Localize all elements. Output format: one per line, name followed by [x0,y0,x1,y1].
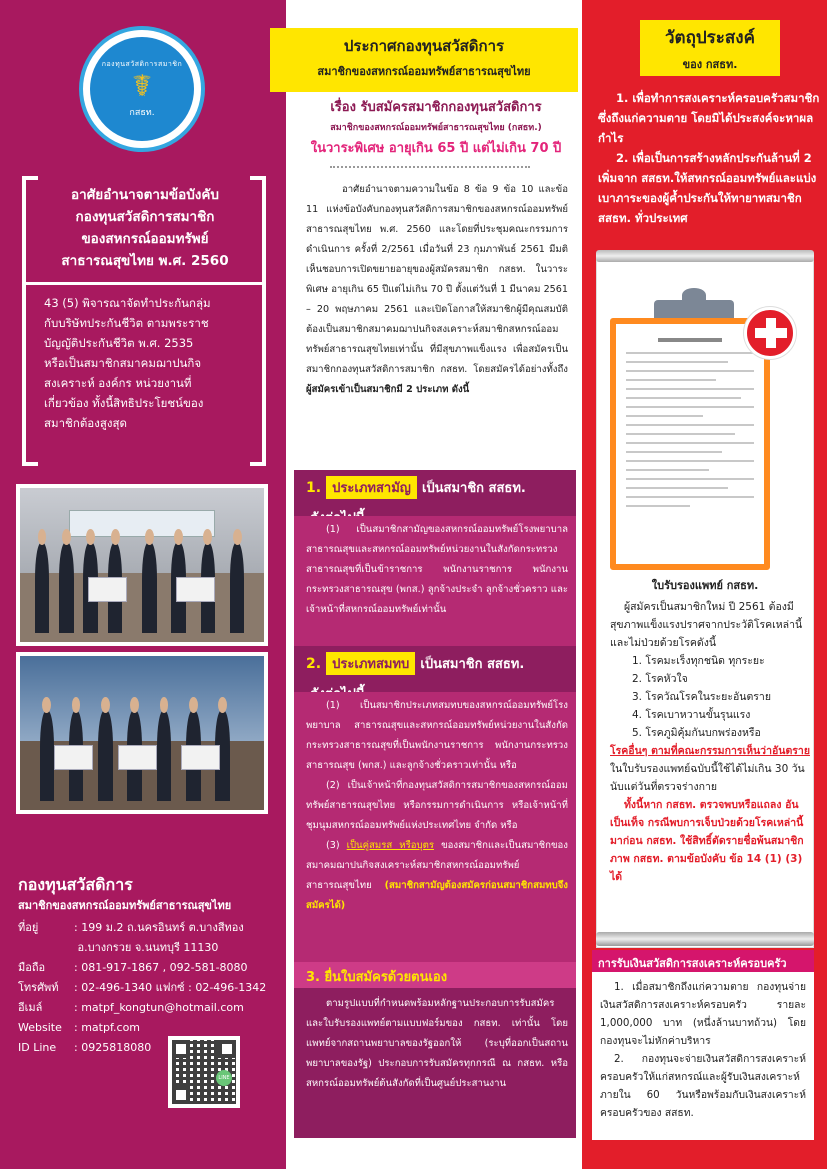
intro-divider [26,282,264,285]
scroll-roll-top [596,250,814,262]
list-item: 3. โรควัณโรคในระยะอันตราย [632,691,771,703]
certificate-caption: ใบรับรองแพทย์ กสธท. [651,579,759,592]
announcement-banner [270,28,578,92]
event-photo-1 [16,484,268,646]
section-2-item-2: (2) เป็นเจ้าหน้าที่กองทุนสวัสดิการสมาชิกของสหกรณ์ออมทรัพย์สาธารณสุขไทย หรือกรรมการดำเนินการ หรือเจ้าหน้าที่ชุมนุมสหกรณ์ออมทรัพย์แห่งประเทศไทย จำกัด หรือ [306,780,568,831]
contact-website[interactable]: Website : matpf.com [18,1021,141,1034]
list-item: 5. โรคภูมิคุ้มกันบกพร่องหรือ [632,727,761,739]
caduceus-icon: ☤ [131,69,153,104]
contact-phone: โทรศัพท์ : 02-496-1340 แฟกซ์ : 02-496-1342 [18,981,267,994]
announcement-body: อาศัยอำนาจตามความในข้อ 8 ข้อ 9 ข้อ 10 และข้อ 11 แห่งข้อบังคับกองทุนสวัสดิการสมาชิกของสหกรณ์ออมทรัพย์สาธารณสุขไทย พ.ศ. 2560 และโดยที่ประชุมคณะกรรมการดำเนินการ ครั้งที่ 2/2561 เมื่อวันที่ 23 กุมภาพันธ์ 2561 มีมติเห็นชอบการเปิดขยายอายุของผู้สมัครสมาชิก กสธท. ในวาระพิเศษ อายุเกิน 65 ปีแต่ไม่เกิน 70 ปี ตั้งแต่วันที่ 1 มีนาคม 2561 – 20 พฤษภาคม 2561 และเปิดโอกาสให้สมาชิกผู้มีคุณสมบัติ ต้องเป็นสมาชิกสมาคมฌาปนกิจสงเคราะห์สมาชิกสหกรณ์ออมทรัพย์สาธารณสุขไทยเท่านั้น ที่มีสุขภาพแข็งแรง เพื่อสมัครเป็นสมาชิกกองทุนสวัสดิการสมาชิก กสธท. โดยสมัครได้อย่างทั้งถึง ผู้สมัครเข้าเป็นสมาชิกมี 2 ประเภท ดังนี้ [306,184,568,395]
fund-logo [79,26,205,152]
intro-body: 43 (5) พิจารณาจัดทำประกันกลุ่ม กับบริษัทประกันชีวิต ตามพระราช บัญญัติประกันชีวิต พ.ศ. 2535 หรือเป็นสมาชิกสมาคมฌาปนกิจ สงเคราะห์ องค์กร หน่วยงานที่ เกี่ยวข้อง ทั้งนี้สิทธิประโยชน์ของ สมาชิกต้องสูงสุด [44,296,211,430]
section-1-header: 1. ประเภทสามัญ เป็นสมาชิก สสธท. [294,470,576,526]
qr-code-icon[interactable] [168,1036,240,1108]
benefits-header: การรับเงินสวัสดิการสงเคราะห์ครอบครัว [592,950,814,972]
objective-body: 1. เพื่อทำการสงเคราะห์ครอบครัวสมาชิกซึ่งถึงแก่ความตาย โดยมิได้ประสงค์จะหาผลกำไร 2. เพื่อเป็นการสร้างหลักประกันล้านที่ 2 เพิ่มจาก สสธท.ให้สหกรณ์ออมทรัพย์และแบ่งเบาภาระของผู้ค้ำประกันให้ทายาทสมาชิก สสธท. ทั่วประเทศ [598,91,820,225]
announcement-subtitle: สมาชิกของสหกรณ์ออมทรัพย์สาธารณสุขไทย [317,65,531,78]
intro-box [22,176,266,466]
certificate-requirements: ผู้สมัครเป็นสมาชิกใหม่ ปี 2561 ต้องมีสุขภาพแข็งแรงปราศจากประวัติโรคเหล่านี้และไม่ป่วยด้วยโรคดังนี้ 1. โรคมะเร็งทุกชนิด ทุกระยะ 2. โรคหัวใจ 3. โรควัณโรคในระยะอันตราย 4. โรคเบาหวานขั้นรุนแรง 5. โรคภูมิคุ้มกันบกพร่องหรือ โรคอื่นๆ ตามที่คณะกรรมการเห็นว่าอันตราย ในใบรับรองแพทย์ฉบับนี้ใช้ได้ไม่เกิน 30 วัน นับแต่วันที่ตรวจร่างกาย ทั้งนี้หาก กสธท. ตรวจพบหรือแถลง อันเป็นเท็จ กรณีพบการเจ็บป่วยด้วยโรคเหล่านี้มาก่อน กสธท. ใช้สิทธิ์ตัดรายชื่อพ้นสมาชิกภาพ กสธท. ตามข้อบังคับ ข้อ 14 (1) (3) ได้ [610,598,810,886]
scroll-roll-bottom [596,932,814,946]
section-3-header: 3. ยื่นใบสมัครด้วยตนเอง [294,962,576,988]
contact-email[interactable]: อีเมล์ : matpf_kongtun@hotmail.com [18,1001,244,1014]
certificate-warning: ทั้งนี้หาก กสธท. ตรวจพบหรือแถลง อันเป็นเท็จ กรณีพบการเจ็บป่วยด้วยโรคเหล่านี้มาก่อน กสธท. ใช้สิทธิ์ตัดรายชื่อพ้นสมาชิกภาพ กสธท. ตามข้อบังคับ ข้อ 14 (1) (3) ได้ [610,799,804,883]
event-photo-2 [16,652,268,814]
list-item: 2. โรคหัวใจ [632,673,688,685]
line-app-icon: LINE [216,1070,232,1086]
objective-header: วัตถุประสงค์ ของ กสธท. [640,20,780,76]
section-2-header: 2. ประเภทสมทบ เป็นสมาชิก สสธท. [294,646,576,702]
logo-abbreviation: กสธท. [129,108,155,118]
section-3-body: ตามรูปแบบที่กำหนดพร้อมหลักฐานประกอบการรับสมัครและใบรับรองแพทย์ตามแบบฟอร์มของ กสธท. เท่านั้น โดยแพทย์จากสถานพยาบาลของรัฐออกให้ (ระบุที่ออกเป็นสถานพยาบาลของรัฐ) ประกอบการรับสมัครทุกกรณี ณ กสธท. หรือสหกรณ์ออมทรัพย์ต้นสังกัดที่เป็นศูนย์ประสานงาน [294,988,576,1138]
section-2-item-3: (3) เป็นคู่สมรส หรือบุตร ของสมาชิกและเป็นสมาชิกของสมาคมฌาปนกิจสงเคราะห์สมาชิกสหกรณ์ออมทรัพย์สาธารณสุขไทย (สมาชิกสามัญต้องสมัครก่อนสมาชิกสมทบจึงสมัครได้) [306,840,568,911]
contact-mobile: มือถือ : 081-917-1867 , 092-581-8080 [18,961,248,974]
medical-certificate-image [610,318,770,570]
benefits-body: 1. เมื่อสมาชิกถึงแก่ความตาย กองทุนจ่ายเงินสวัสดิการสงเคราะห์ครอบครัว รายละ 1,000,000 บาท (หนึ่งล้านบาทถ้วน) โดยกองทุนจะไม่หักค่าบริหาร 2. กองทุนจะจ่ายเงินสวัสดิการสงเคราะห์ครอบครัวให้แก่สหกรณ์และผู้รับเงินสงเคราะห์ ภายใน 60 วันหรือพร้อมกับเงินสงเคราะห์ครอบครัวของ สสธท. [592,972,814,1140]
list-item: 4. โรคเบาหวานขั้นรุนแรง [632,709,751,721]
list-item: 1. โรคมะเร็งทุกชนิด ทุกระยะ [632,655,765,667]
disease-list [610,652,810,742]
contact-address-2: อ.บางกรวย จ.นนทบุรี 11130 [74,941,219,954]
medical-cross-icon [744,307,796,359]
announcement-title: ประกาศกองทุนสวัสดิการ [343,37,505,55]
intro-title: อาศัยอำนาจตามข้อบังคับ กองทุนสวัสดิการสมาชิก ของสหกรณ์ออมทรัพย์ สาธารณสุขไทย พ.ศ. 2560 [61,187,229,269]
subject-heading: เรื่อง รับสมัครสมาชิกกองทุนสวัสดิการ สมาชิกของสหกรณ์ออมทรัพย์สาธารณสุขไทย (กสธท.) ในวาระพิเศษ อายุเกิน 65 ปี แต่ไม่เกิน 70 ปี [310,100,562,156]
section-2-item-1: (1) เป็นสมาชิกประเภทสมทบของสหกรณ์ออมทรัพย์โรงพยาบาล สาธารณสุขและสหกรณ์ออมทรัพย์หน่วยงานในสังกัดกระทรวงสาธารณสุขที่เป็นพนักงานราชการ พนักงานกระทรวงสาธารณสุข (พกส.) และลูกจ้างชั่วคราวเท่านั้น หรือ [306,700,568,771]
logo-ring-text: กองทุนสวัสดิการสมาชิก [101,60,183,68]
contact-line-id: ID Line : 0925818080 [18,1041,152,1054]
org-subtitle: สมาชิกของสหกรณ์ออมทรัพย์สาธารณสุขไทย [18,899,232,912]
section-2-body [294,692,576,962]
section-1-body: (1) เป็นสมาชิกสามัญของสหกรณ์ออมทรัพย์โรงพยาบาล สาธารณสุขและสหกรณ์ออมทรัพย์หน่วยงานในสังกัดกระทรวงสาธารณสุขที่เป็นข้าราชการ พนักงานราชการ พนักงานกระทรวงสาธารณสุข (พกส.) ลูกจ้างประจำ ลูกจ้างชั่วคราว และเจ้าหน้าที่สหกรณ์ออมทรัพย์เท่านั้น [294,516,576,646]
dotted-divider [330,166,530,168]
org-title: กองทุนสวัสดิการ [18,875,133,894]
contact-address: ที่อยู่ : 199 ม.2 ถ.นครอินทร์ ต.บางสีทอง [18,921,244,934]
left-column [0,0,286,1169]
